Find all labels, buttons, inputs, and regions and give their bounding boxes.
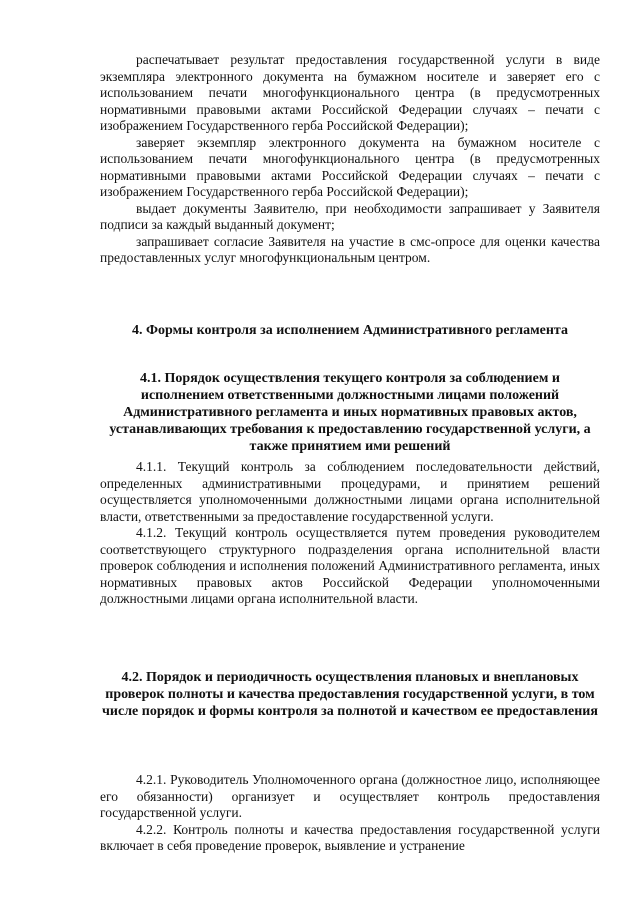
paragraph: распечатывает результат предоставления государственной услуги в виде экземпляра электронного документа на бумажном носителе и заверяет его с использованием печати многофункционального центра (в предусмотренных нормативными правовыми актами Российской Федерации случаях – печати с изображением Государственного герба Российской Федерации); xyxy=(100,52,600,133)
paragraph: выдает документы Заявителю, при необходимости запрашивает у Заявителя подписи за каждый выданный документ; xyxy=(100,200,600,232)
intro-block xyxy=(100,52,600,267)
section-4-2-heading: 4.2. Порядок и периодичность осуществления плановых и внеплановых проверок полноты и качества предоставления государственной услуги, в том числе порядок и формы контроля за полнотой и качеством ее предоставления xyxy=(102,670,598,719)
section-4-1-body xyxy=(100,459,600,608)
paragraph: 4.2.1. Руководитель Уполномоченного органа (должностное лицо, исполняющее его обязанности) организует и осуществляет контроль предоставления государственной услуги. xyxy=(100,772,600,820)
section-4-2-body xyxy=(100,772,600,855)
paragraph: заверяет экземпляр электронного документа на бумажном носителе с использованием печати многофункционального центра (в предусмотренных нормативными правовыми актами Российской Федерации случаях – печати с изображением Государственного герба Российской Федерации); xyxy=(100,134,600,199)
paragraph: запрашивает согласие Заявителя на участие в смс-опросе для оценки качества предоставленных услуг многофункциональным центром. xyxy=(100,233,600,265)
section-4-1-heading: 4.1. Порядок осуществления текущего контроля за соблюдением и исполнением ответственными должностными лицами положений Административного регламента и иных нормативных правовых актов, устанавливающих требования к предоставлению государственной услуги, а также принятием ими решений xyxy=(109,371,591,454)
paragraph: 4.1.1. Текущий контроль за соблюдением последовательности действий, определенных административными процедурами, и принятием решений осуществляется уполномоченными должностными лицами органа исполнительной власти, ответственными за предоставление государственной услуги. xyxy=(100,459,600,524)
paragraph: 4.2.2. Контроль полноты и качества предоставления государственной услуги включает в себя проведение проверок, выявление и устранение xyxy=(100,821,600,853)
paragraph: 4.1.2. Текущий контроль осуществляется путем проведения руководителем соответствующего структурного подразделения органа исполнительной власти проверок соблюдения и исполнения положений Административного регламента, иных нормативных правовых актов Российской Федерации уполномоченными должностными лицами органа исполнительной власти. xyxy=(100,525,600,606)
section-4-heading: 4. Формы контроля за исполнением Административного регламента xyxy=(132,323,568,338)
